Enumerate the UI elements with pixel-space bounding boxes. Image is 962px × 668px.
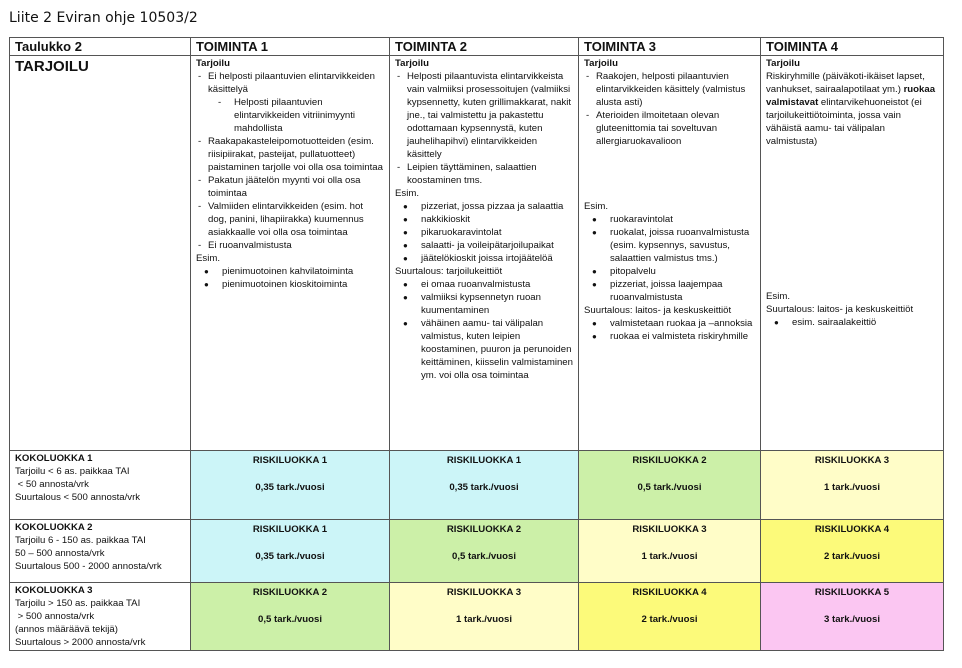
size-class-title: KOKOLUOKKA 2 bbox=[15, 522, 93, 533]
risk-class: RISKILUOKKA 3 bbox=[632, 524, 707, 535]
t4-suurtalous-list bbox=[766, 316, 938, 329]
t4-text-b: elintarvikehuoneistot (ei tarjoilukeittiötoiminta, jossa vain vähäistä aamu- tai välipalan valmistusta) bbox=[766, 97, 922, 147]
row-title: TARJOILU bbox=[15, 58, 89, 75]
risk-cell bbox=[390, 583, 579, 651]
row-title-cell bbox=[10, 56, 191, 451]
inspection-frequency: 1 tark./vuosi bbox=[824, 482, 880, 493]
inspection-frequency: 2 tark./vuosi bbox=[641, 614, 698, 625]
document-title: Liite 2 Eviran ohje 10503/2 bbox=[9, 10, 198, 26]
t3-heading: Tarjoilu bbox=[584, 58, 618, 69]
t4-text-bold: ruokaa valmistavat bbox=[766, 84, 936, 108]
t3-suurtalous-item: ● ruokaa ei valmisteta riskiryhmille bbox=[584, 330, 755, 343]
inspection-frequency: 0,5 tark./vuosi bbox=[637, 482, 702, 493]
risk-cell bbox=[761, 451, 944, 520]
size-class-cell bbox=[10, 520, 191, 583]
size-class-line: > 500 annosta/vrk bbox=[15, 611, 95, 622]
t2-suurtalous: Suurtalous: tarjoilukeittiöt bbox=[395, 266, 503, 277]
t1-item: - Valmiiden elintarvikkeiden (esim. hot dog, panini, lihapiirakka) kuumennus asiakkaalle voi olla osa toimintaa bbox=[196, 200, 384, 239]
t2-example: ● pikaruokaravintolat bbox=[395, 226, 573, 239]
t3-suurtalous-item: ● valmistetaan ruokaa ja –annoksia bbox=[584, 317, 755, 330]
size-class-line: (annos määräävä tekijä) bbox=[15, 624, 118, 635]
t3-suurtalous: Suurtalous: laitos- ja keskuskeittiöt bbox=[584, 305, 732, 316]
size-row-3 bbox=[10, 583, 944, 651]
size-class-line: Tarjoilu > 150 as. paikkaa TAI bbox=[15, 598, 141, 609]
t4-text bbox=[766, 70, 938, 148]
t3-item: - Raakojen, helposti pilaantuvien elintarvikkeiden käsittely (valmistus alusta asti) bbox=[584, 70, 755, 109]
size-class-line: < 50 annosta/vrk bbox=[15, 479, 89, 490]
inspection-frequency: 0,5 tark./vuosi bbox=[452, 551, 516, 562]
t1-example: ● pienimuotoinen kioskitoiminta bbox=[196, 278, 384, 291]
risk-cell bbox=[191, 451, 390, 520]
risk-class: RISKILUOKKA 1 bbox=[252, 524, 328, 535]
t2-example: ● nakkikioskit bbox=[395, 213, 573, 226]
t2-esim: Esim. bbox=[395, 188, 419, 199]
risk-cell bbox=[191, 583, 390, 651]
size-class-title: KOKOLUOKKA 3 bbox=[15, 585, 93, 596]
header-toiminta-3: TOIMINTA 3 bbox=[579, 38, 761, 56]
toiminta-2-description bbox=[390, 56, 579, 451]
t3-example: ● pizzeriat, joissa laajempaa ruoanvalmistusta bbox=[584, 278, 755, 304]
risk-class: RISKILUOKKA 3 bbox=[814, 455, 890, 466]
risk-cell bbox=[761, 583, 944, 651]
inspection-frequency: 1 tark./vuosi bbox=[456, 614, 512, 625]
inspection-frequency: 0,35 tark./vuosi bbox=[449, 482, 519, 493]
t2-heading: Tarjoilu bbox=[395, 58, 429, 69]
inspection-frequency: 0,35 tark./vuosi bbox=[255, 551, 325, 562]
t1-item: - Ei ruoanvalmistusta bbox=[196, 239, 384, 252]
inspection-frequency: 2 tark./vuosi bbox=[824, 551, 880, 562]
risk-cell bbox=[579, 451, 761, 520]
risk-cell bbox=[579, 520, 761, 583]
risk-cell bbox=[390, 520, 579, 583]
description-row bbox=[10, 56, 944, 451]
t1-dash-list bbox=[196, 70, 384, 252]
inspection-frequency: 0,5 tark./vuosi bbox=[258, 614, 322, 625]
t4-esim: Esim. bbox=[766, 291, 790, 302]
risk-class: RISKILUOKKA 5 bbox=[814, 587, 890, 598]
t4-text-a: Riskiryhmille (päiväkoti-ikäiset lapset, vanhukset, sairaalapotilaat ym.) bbox=[766, 71, 925, 95]
t1-item: - Ei helposti pilaantuvien elintarvikkeiden käsittelyä bbox=[196, 70, 384, 96]
t1-item: - Pakatun jäätelön myynti voi olla osa toimintaa bbox=[196, 174, 384, 200]
header-toiminta-4: TOIMINTA 4 bbox=[761, 38, 944, 56]
t2-suurtalous-item: ● ei omaa ruoanvalmistusta bbox=[395, 278, 573, 291]
t3-example: ● pitopalvelu bbox=[584, 265, 755, 278]
risk-classification-table bbox=[9, 37, 944, 651]
inspection-frequency: 3 tark./vuosi bbox=[824, 614, 880, 625]
t2-dash-list bbox=[395, 70, 573, 187]
risk-class: RISKILUOKKA 2 bbox=[252, 587, 328, 598]
risk-class: RISKILUOKKA 1 bbox=[446, 455, 522, 466]
risk-cell bbox=[390, 451, 579, 520]
header-toiminta-2: TOIMINTA 2 bbox=[390, 38, 579, 56]
inspection-frequency: 1 tark./vuosi bbox=[641, 551, 698, 562]
t1-subitem: - Helposti pilaantuvien elintarvikkeiden vitriinimyynti mahdollista bbox=[196, 96, 384, 135]
size-class-line: Suurtalous < 500 annosta/vrk bbox=[15, 492, 141, 503]
size-row-2 bbox=[10, 520, 944, 583]
risk-cell bbox=[579, 583, 761, 651]
risk-class: RISKILUOKKA 2 bbox=[446, 524, 522, 535]
size-class-line: Tarjoilu < 6 as. paikkaa TAI bbox=[15, 466, 130, 477]
risk-class: RISKILUOKKA 4 bbox=[814, 524, 890, 535]
t3-dash-list bbox=[584, 70, 755, 148]
t3-item: - Aterioiden ilmoitetaan olevan gluteenittomia tai soveltuvan allergiaruokavalioon bbox=[584, 109, 755, 148]
t3-esim: Esim. bbox=[584, 201, 608, 212]
t2-suurtalous-list bbox=[395, 278, 573, 382]
risk-class: RISKILUOKKA 3 bbox=[446, 587, 522, 598]
t1-esim: Esim. bbox=[196, 253, 220, 264]
size-class-cell bbox=[10, 583, 191, 651]
t3-suurtalous-list bbox=[584, 317, 755, 343]
t1-example: ● pienimuotoinen kahvilatoiminta bbox=[196, 265, 384, 278]
t2-suurtalous-item: ● vähäinen aamu- tai välipalan valmistus, kuten leipien koostaminen, puuron ja perunoiden keittäminen, kiisselin valmistaminen ym. voi olla osa toimintaa bbox=[395, 317, 573, 382]
toiminta-1-description bbox=[191, 56, 390, 451]
t2-example: ● salaatti- ja voileipätarjoilupaikat bbox=[395, 239, 573, 252]
size-class-line: Tarjoilu 6 - 150 as. paikkaa TAI bbox=[15, 535, 146, 546]
t4-suurtalous: Suurtalous: laitos- ja keskuskeittiöt bbox=[766, 304, 914, 315]
t2-item: - Helposti pilaantuvista elintarvikkeista vain valmiiksi prosessoitujen (valmiiksi kypsennetty, kuten grillimakkarat, nakit jne., tai valmistettu ja pakastettu odottamaan kypsennystä, kuten jauhelihapihvi) elintarvikkeiden käsittely bbox=[395, 70, 573, 161]
size-class-line: Suurtalous > 2000 annosta/vrk bbox=[15, 637, 146, 648]
risk-class: RISKILUOKKA 2 bbox=[632, 455, 707, 466]
t3-example-list bbox=[584, 213, 755, 304]
t2-example: ● pizzeriat, jossa pizzaa ja salaattia bbox=[395, 200, 573, 213]
header-row bbox=[10, 38, 944, 56]
inspection-frequency: 0,35 tark./vuosi bbox=[255, 482, 325, 493]
size-class-line: 50 – 500 annosta/vrk bbox=[15, 548, 105, 559]
size-class-line: Suurtalous 500 - 2000 annosta/vrk bbox=[15, 561, 162, 572]
toiminta-3-description bbox=[579, 56, 761, 451]
t1-heading: Tarjoilu bbox=[196, 58, 230, 69]
size-class-cell bbox=[10, 451, 191, 520]
size-class-title: KOKOLUOKKA 1 bbox=[15, 453, 93, 464]
t1-item: - Raakapakasteleipomotuotteiden (esim. riisipiirakat, pasteijat, pullatuotteet) paistaminen tarjolle voi olla osa toimintaa bbox=[196, 135, 384, 174]
risk-class: RISKILUOKKA 4 bbox=[632, 587, 707, 598]
t4-suurtalous-item: ● esim. sairaalakeittiö bbox=[766, 316, 938, 329]
t2-suurtalous-item: ● valmiiksi kypsennetyn ruoan kuumentaminen bbox=[395, 291, 573, 317]
risk-class: RISKILUOKKA 1 bbox=[252, 455, 328, 466]
t4-heading: Tarjoilu bbox=[766, 58, 800, 69]
toiminta-4-description bbox=[761, 56, 944, 451]
header-toiminta-1: TOIMINTA 1 bbox=[191, 38, 390, 56]
t2-example-list bbox=[395, 200, 573, 265]
risk-cell bbox=[191, 520, 390, 583]
t1-example-list bbox=[196, 265, 384, 291]
t2-example: ● jäätelökioskit joissa irtojäätelöä bbox=[395, 252, 573, 265]
t2-item: - Leipien täyttäminen, salaattien koostaminen tms. bbox=[395, 161, 573, 187]
header-table-label: Taulukko 2 bbox=[10, 38, 191, 56]
t3-example: ● ruokaravintolat bbox=[584, 213, 755, 226]
size-row-1 bbox=[10, 451, 944, 520]
t3-example: ● ruokalat, joissa ruoanvalmistusta (esim. kypsennys, savustus, salaattien valmistus tms.) bbox=[584, 226, 755, 265]
risk-cell bbox=[761, 520, 944, 583]
